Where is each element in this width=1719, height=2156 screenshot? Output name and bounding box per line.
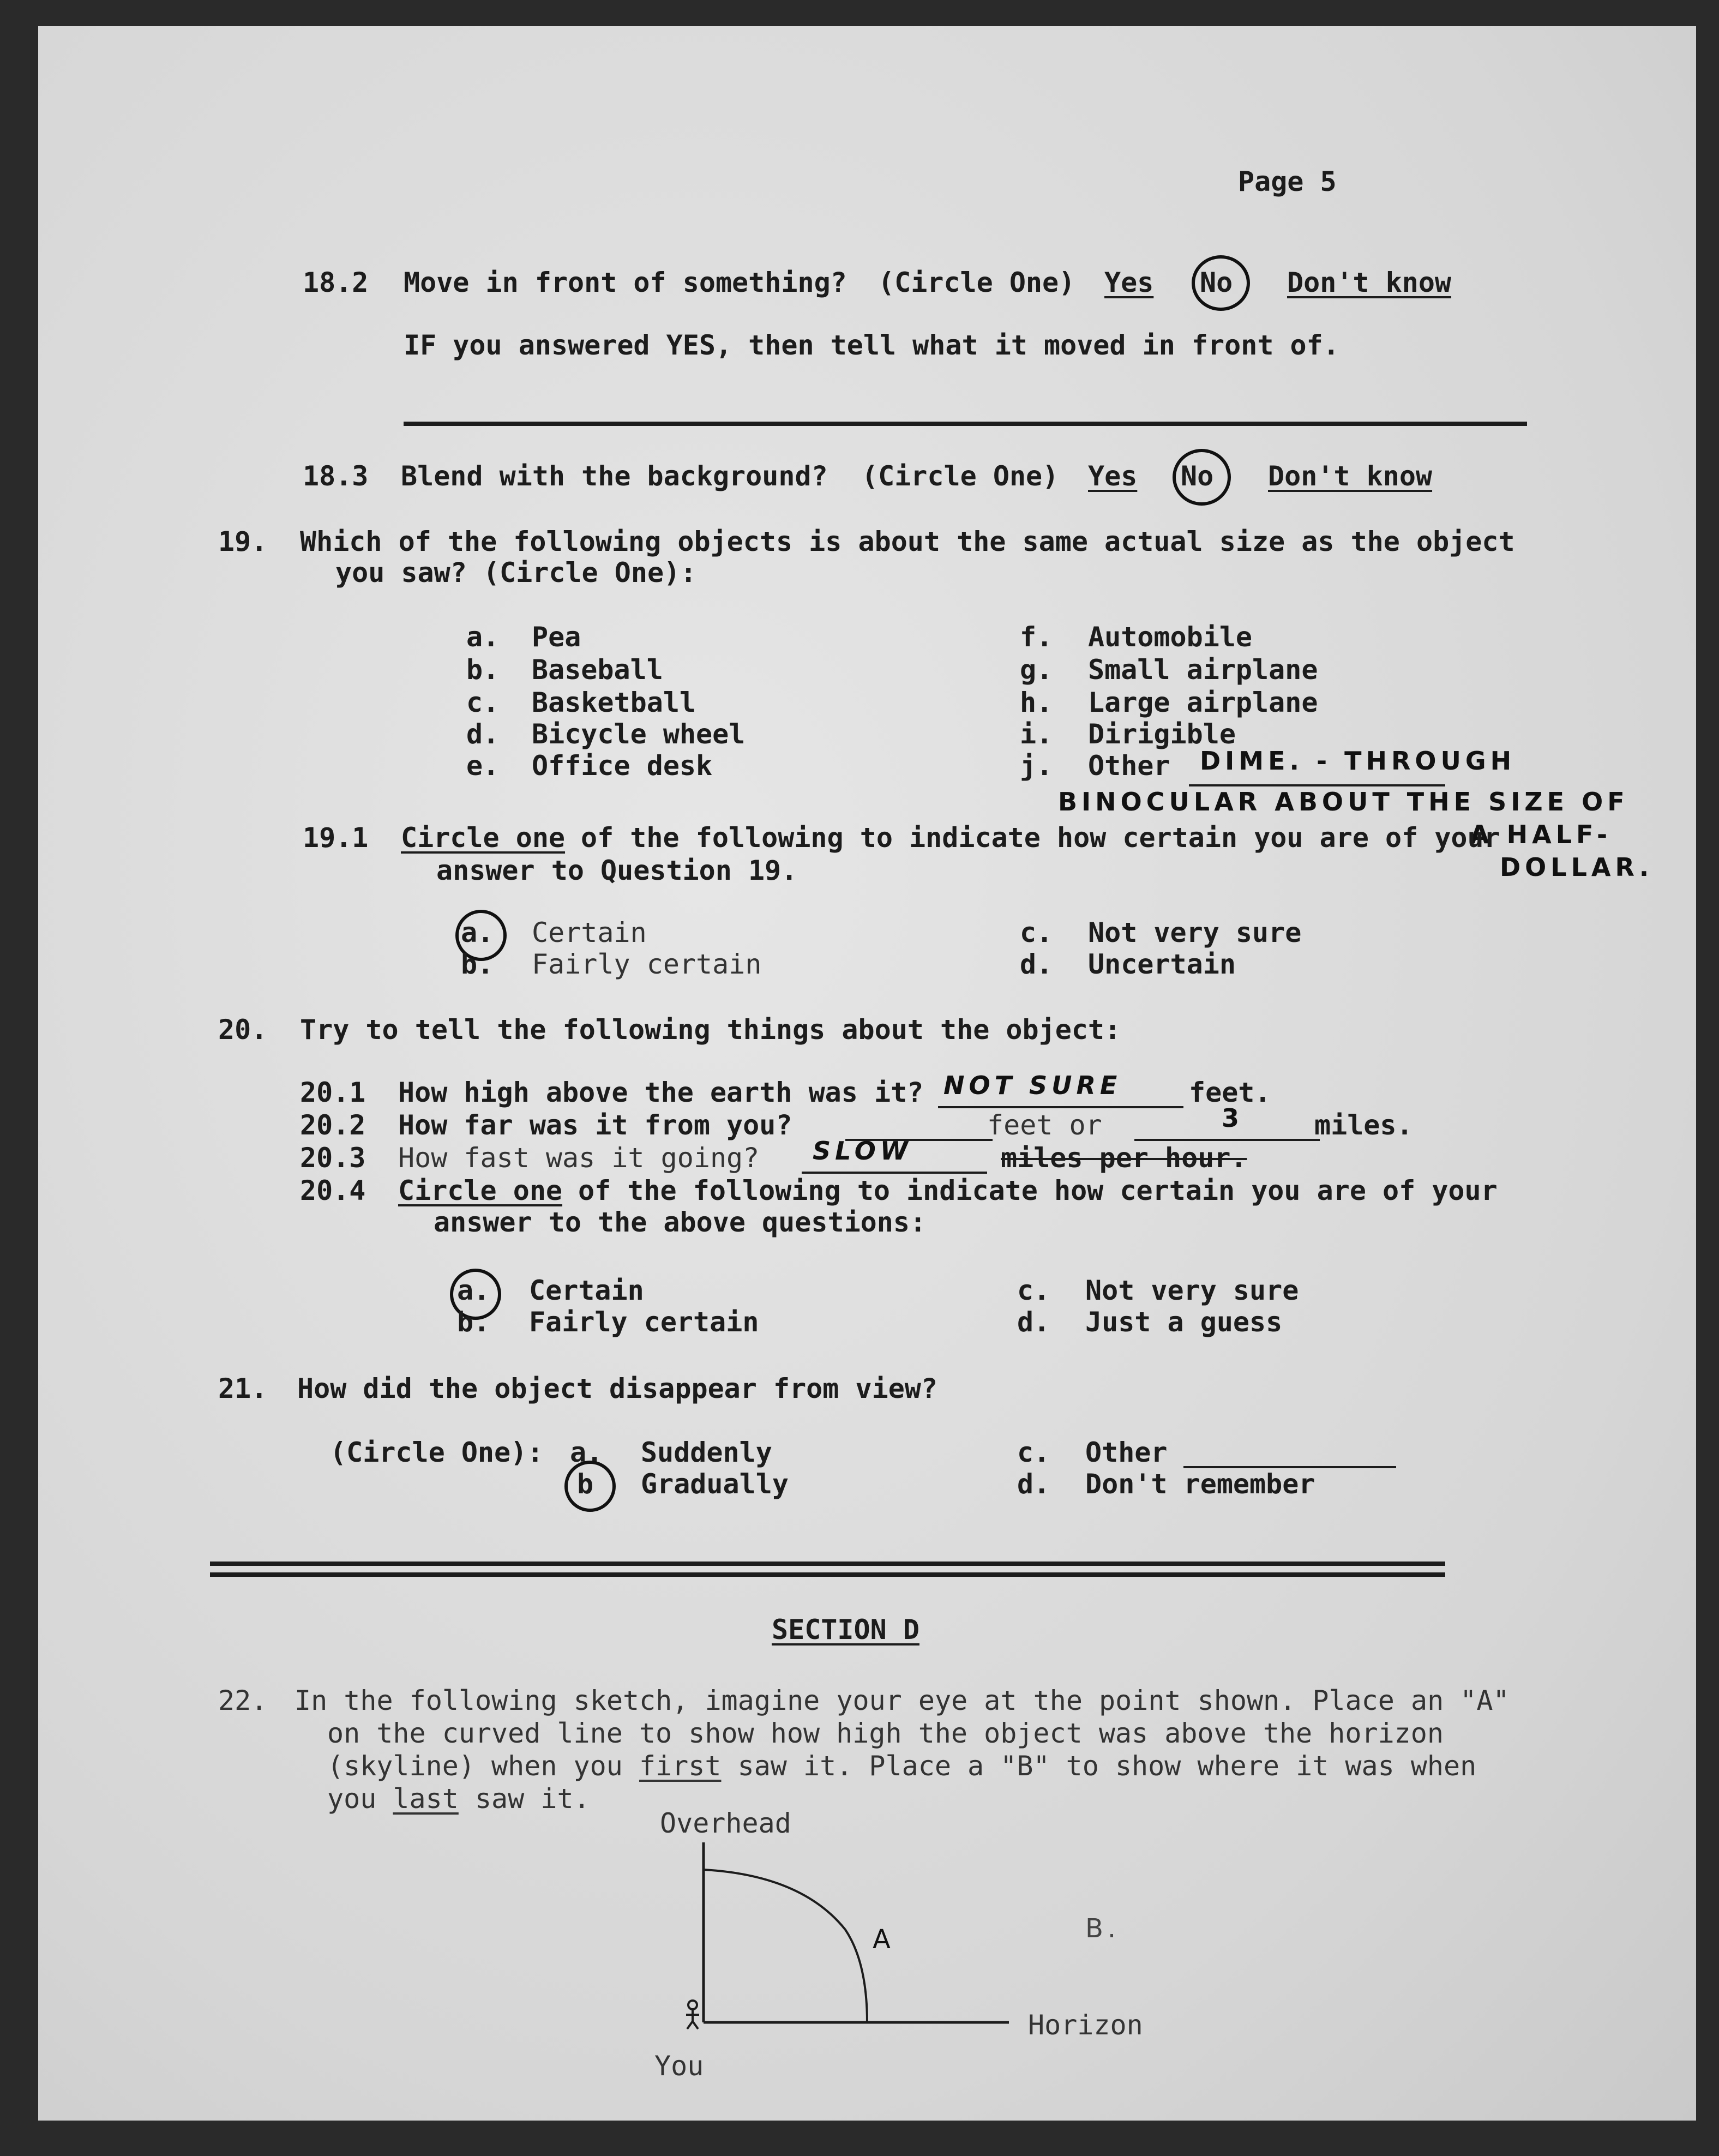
q20-4-opt-a-label[interactable]: Certain: [529, 1275, 644, 1306]
q18-3-number: 18.3: [303, 460, 369, 492]
page-number: Page 5: [1238, 166, 1337, 197]
q20-3-answer-line[interactable]: [802, 1172, 987, 1174]
q19-number: 19.: [218, 526, 268, 557]
q21-opt-d[interactable]: d.: [1017, 1468, 1050, 1500]
q21-opt-d-label[interactable]: Don't remember: [1085, 1468, 1315, 1500]
q21-instruction: (Circle One):: [330, 1437, 544, 1468]
q19-opt-e-label[interactable]: Office desk: [532, 750, 713, 782]
q19-line1: Which of the following objects is about the same actual size as the object: [300, 526, 1515, 557]
q21-opt-b-label[interactable]: Gradually: [641, 1468, 789, 1500]
q19-handwritten-answer-4: DOLLAR.: [1500, 852, 1654, 882]
q22-last-emphasis: last: [393, 1783, 459, 1815]
q20-4-opt-c-label[interactable]: Not very sure: [1085, 1275, 1299, 1306]
sketch-horizon-label: Horizon: [1028, 2009, 1143, 2041]
q19-opt-c-letter: c.: [466, 687, 500, 718]
q18-2-answer-line[interactable]: [404, 422, 1527, 426]
q18-2-instruction: (Circle One): [878, 267, 1075, 298]
section-divider-bottom: [210, 1572, 1445, 1577]
q19-line2: you saw? (Circle One):: [335, 557, 697, 588]
q18-2-question: Move in front of something?: [404, 267, 847, 298]
q20-4-opt-d[interactable]: d.: [1017, 1306, 1050, 1338]
observer-icon: [686, 2001, 699, 2029]
q21-number: 21.: [218, 1373, 268, 1404]
q22-number: 22.: [218, 1685, 268, 1716]
q18-3-dont-know[interactable]: Don't know: [1268, 460, 1433, 492]
q20-1-unit: feet.: [1189, 1077, 1271, 1108]
sketch-overhead-label: Overhead: [660, 1807, 791, 1839]
q19-opt-c-label[interactable]: Basketball: [532, 687, 696, 718]
q18-3-no[interactable]: No: [1181, 460, 1214, 492]
q20-2-question: How far was it from you?: [398, 1109, 792, 1141]
q21-prompt: How did the object disappear from view?: [297, 1373, 937, 1404]
q19-1-opt-c[interactable]: c.: [1020, 917, 1053, 948]
q19-handwritten-answer-2: BINOCULAR ABOUT THE SIZE OF: [1058, 787, 1629, 816]
q18-2-followup: IF you answered YES, then tell what it moved in front of.: [404, 329, 1339, 361]
q19-opt-h-letter: h.: [1020, 687, 1053, 718]
q20-4-number: 20.4: [300, 1175, 366, 1206]
sketch-elevation-arc: [704, 1870, 867, 2022]
q20-4-opt-c[interactable]: c.: [1017, 1275, 1050, 1306]
q20-4-opt-d-label[interactable]: Just a guess: [1085, 1306, 1283, 1338]
q20-1-answer-line[interactable]: [938, 1106, 1183, 1108]
q19-opt-j-letter: j.: [1020, 750, 1053, 782]
q21-opt-c-label[interactable]: Other: [1085, 1437, 1168, 1468]
q19-opt-i-letter: i.: [1020, 718, 1053, 750]
q21-opt-a-label[interactable]: Suddenly: [641, 1437, 772, 1468]
q20-2-unit-feet: feet or: [987, 1109, 1102, 1141]
q19-1-line2: answer to Question 19.: [436, 855, 798, 886]
q21-opt-c[interactable]: c.: [1017, 1437, 1050, 1468]
q19-1-opt-b[interactable]: b.: [461, 948, 494, 980]
q20-2-answer: 3: [1222, 1103, 1244, 1133]
q21-opt-b[interactable]: b: [577, 1468, 594, 1500]
q18-2-yes[interactable]: Yes: [1104, 267, 1154, 298]
q18-3-question: Blend with the background?: [401, 460, 828, 492]
q19-1-circle-one: Circle one: [401, 822, 566, 854]
sketch-you-label: You: [654, 2050, 704, 2082]
q22-line3-part-c: saw it. Place a "B" to show where it was when: [737, 1750, 1477, 1782]
q19-handwritten-answer-3: A HALF-: [1470, 820, 1612, 849]
q18-3-yes[interactable]: Yes: [1088, 460, 1138, 492]
q19-1-opt-a-label[interactable]: Certain: [532, 917, 647, 948]
q20-3-answer: SLOW: [813, 1136, 912, 1166]
q20-3-unit: miles per hour.: [1001, 1142, 1247, 1174]
sketch-mark-a: A: [873, 1924, 895, 1955]
q22-line4-part-c: saw it.: [474, 1783, 590, 1815]
q19-1-opt-c-label[interactable]: Not very sure: [1088, 917, 1302, 948]
document-page: [38, 26, 1696, 2121]
q21-opt-a[interactable]: a.: [570, 1437, 603, 1468]
q19-opt-d-letter: d.: [466, 718, 500, 750]
q20-3-question: How fast was it going?: [398, 1142, 760, 1174]
q18-2-no[interactable]: No: [1200, 267, 1233, 298]
q19-opt-a-letter: a.: [466, 621, 500, 653]
q20-4-line1: of the following to indicate how certain you are of your: [578, 1175, 1498, 1206]
q22-line4-part-a: you: [327, 1783, 377, 1815]
q20-prompt: Try to tell the following things about the object:: [300, 1014, 1121, 1046]
q22-line4: [327, 1782, 590, 1815]
q19-opt-b-letter: b.: [466, 654, 500, 686]
q20-number: 20.: [218, 1014, 268, 1046]
q20-4-circle-one: Circle one: [398, 1175, 563, 1206]
q18-2-dont-know[interactable]: Don't know: [1287, 267, 1452, 298]
q22-line1: In the following sketch, imagine your eye at the point shown. Place an "A": [294, 1685, 1510, 1716]
q20-1-number: 20.1: [300, 1077, 366, 1108]
q20-2-miles-line[interactable]: [1134, 1139, 1320, 1141]
q19-1-opt-a[interactable]: a.: [461, 917, 494, 948]
q19-1-number: 19.1: [303, 822, 369, 854]
q22-line3-part-a: (skyline) when you: [327, 1750, 623, 1782]
q22-first-emphasis: first: [639, 1750, 722, 1782]
q20-2-number: 20.2: [300, 1109, 366, 1141]
q19-opt-f-label[interactable]: Automobile: [1088, 621, 1253, 653]
q19-handwritten-answer-1: DIME. - THROUGH: [1200, 746, 1516, 776]
q19-other-line[interactable]: [1189, 784, 1445, 786]
q20-4-line2: answer to the above questions:: [434, 1206, 927, 1238]
q19-opt-a-label[interactable]: Pea: [532, 621, 581, 653]
q19-opt-g-label[interactable]: Small airplane: [1088, 654, 1318, 686]
q19-opt-d-label[interactable]: Bicycle wheel: [532, 718, 746, 750]
q19-1-opt-d[interactable]: d.: [1020, 948, 1053, 980]
q19-opt-f-letter: f.: [1020, 621, 1053, 653]
q18-2-number: 18.2: [303, 267, 369, 298]
q19-opt-h-label[interactable]: Large airplane: [1088, 687, 1318, 718]
q20-1-question: How high above the earth was it?: [398, 1077, 924, 1108]
q19-1-opt-d-label[interactable]: Uncertain: [1088, 948, 1236, 980]
section-d-heading: SECTION D: [772, 1614, 919, 1645]
q19-opt-g-letter: g.: [1020, 654, 1053, 686]
q20-4-opt-b[interactable]: b.: [457, 1306, 490, 1338]
q18-3-instruction: (Circle One): [862, 460, 1059, 492]
q19-opt-j-label[interactable]: Other: [1088, 750, 1170, 782]
q22-line2: on the curved line to show how high the object was above the horizon: [327, 1717, 1444, 1749]
q20-2-unit-miles: miles.: [1314, 1109, 1413, 1141]
q19-1-opt-b-label[interactable]: Fairly certain: [532, 948, 762, 980]
q20-1-answer: NOT SURE: [943, 1071, 1122, 1100]
q20-3-number: 20.3: [300, 1142, 366, 1174]
q20-4-opt-a[interactable]: a.: [457, 1275, 490, 1306]
q22-line3: [327, 1750, 1476, 1782]
q19-opt-b-label[interactable]: Baseball: [532, 654, 663, 686]
q19-opt-i-label[interactable]: Dirigible: [1088, 718, 1236, 750]
q19-1-line1: of the following to indicate how certain you are of your: [581, 822, 1500, 854]
section-divider-top: [210, 1562, 1445, 1566]
q19-opt-e-letter: e.: [466, 750, 500, 782]
q20-4-opt-b-label[interactable]: Fairly certain: [529, 1306, 759, 1338]
sketch-mark-b: B.: [1085, 1913, 1121, 1944]
